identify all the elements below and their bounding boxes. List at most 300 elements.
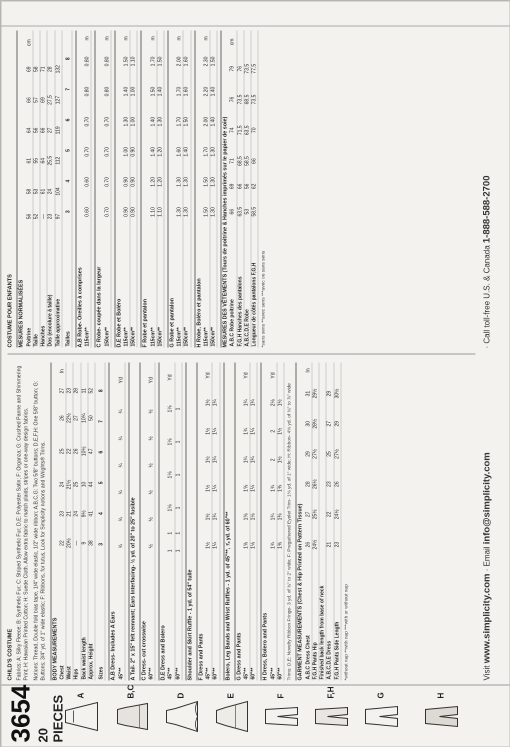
en-yardage-value: 1¾ [243, 388, 250, 417]
french-footnote: *sans sens **avec sens ***avec ou sans sens [261, 250, 267, 347]
fr-yardage-value [183, 30, 190, 46]
fr-body-value: 127 [54, 83, 61, 116]
fr-yardage-value: 1.40 [183, 136, 190, 166]
fr-yardage-value: 1.50 [150, 76, 157, 106]
en-yardage-value: 1 [174, 392, 181, 425]
fr-body-value: 66 [40, 116, 47, 144]
en-body-row [59, 362, 66, 680]
fr-yardage-value: 1.40 [123, 76, 130, 106]
en-sizes-pad [98, 362, 105, 375]
en-body-value: 9 [80, 526, 87, 559]
fr-yardage-value: 1.70 [150, 46, 157, 76]
fr-yardage-value: 1.70 [203, 136, 210, 166]
fr-garment-value: cm [229, 30, 236, 53]
fr-yardage-value: 0.90 [123, 166, 130, 196]
fr-size: 8 [65, 43, 72, 74]
fr-fabric-width: 115cm** [84, 227, 91, 347]
english-title: CHILD'S COSTUME [7, 628, 13, 680]
en-section-table [270, 362, 285, 680]
fr-body-value: 61 [40, 177, 47, 206]
fr-fabric-width: 115cm** [123, 227, 130, 347]
fr-body-value: 24 [47, 177, 54, 206]
en-section-title: A Tail- 2" x 15" felt remnant; Ears Interfacing- ½ yd. of 20" to 25" fusible [128, 362, 137, 680]
fr-yardage-value: 1.30 [210, 196, 217, 226]
footer-email-link[interactable]: info@simplicity.com [481, 451, 492, 544]
fr-section-row [130, 30, 137, 347]
en-body-value: 21 [66, 501, 73, 526]
yardage-sections [108, 362, 284, 680]
en-body-value: 25 [73, 467, 80, 500]
en-fabric-width: 45"** [205, 559, 212, 680]
fr-yardage-value: 1.70 [176, 106, 183, 136]
en-yardage-value: 1⅛ [167, 491, 174, 524]
en-section-row [212, 362, 219, 680]
en-fabric-width: 60"** [174, 559, 181, 680]
en-yardage-value: 1¾ [243, 445, 250, 474]
en-body-value: 24 [59, 467, 66, 500]
en-yardage-value: 1⅜ [276, 502, 283, 531]
fr-garment-value: 62 [251, 176, 258, 196]
en-yardage-value: 1⅜ [276, 474, 283, 503]
fr-yardage-value: 2.30 [203, 46, 210, 76]
notions-text: Notions: Thread, Double fold bias tape, 1/4" wide elastic, 1/2" wide ribbon; A,B,C,G: Two 5/8" buttons; D,E,F,H: One 5/8" button; G: Buttons; 3/4" yd. of 1" wide elastic; F: Ribbons, for tutus, Look for Simplicity notions and Wrights® Trims. [33, 380, 46, 680]
en-section-row [276, 362, 283, 680]
fr-garment-label: A,B,C,D,E Robe [243, 227, 250, 347]
thumb-label-fh: F,H [326, 686, 335, 698]
en-yardage-value: 1 [174, 542, 181, 560]
fr-yardage-value: m [104, 30, 111, 46]
fr-yardage-value: 1.00 [123, 136, 130, 166]
sizes-row [98, 362, 105, 680]
en-section-title: A,B Dress- Includes A Ears [108, 362, 117, 680]
fr-section-row [104, 30, 111, 347]
fr-yardage-value: m [203, 30, 210, 46]
en-fabric-width: 60"** [276, 559, 283, 680]
english-footnote: *without nap **with nap ***with or without nap [343, 583, 349, 680]
en-yardage-value: 2 [270, 445, 277, 474]
fr-yardage-value: 0.90 [130, 166, 137, 196]
fr-body-value: 112 [54, 144, 61, 177]
french-yardage-sections [75, 30, 217, 347]
fr-yardage-value: 1.30 [176, 166, 183, 196]
en-body-value: 44 [87, 467, 94, 500]
en-yardage-value: 1⅛ [250, 531, 257, 560]
en-size: 8 [98, 375, 105, 406]
fr-body-value: 23 [47, 205, 54, 226]
en-body-label: Hips [73, 559, 80, 680]
fr-yardage-value: 1.30 [183, 166, 190, 196]
en-body-value: 47 [87, 434, 94, 467]
fr-body-value: 58 [26, 177, 33, 206]
garment-measurements-table [305, 362, 341, 680]
footer-phone: 1-888-588-2700 [481, 175, 492, 243]
fr-garment-row [243, 30, 250, 347]
french-garment-table [229, 30, 258, 347]
fr-section-table [176, 30, 191, 347]
en-yardage-value: 1¾ [270, 531, 277, 560]
en-garment-value [319, 408, 326, 438]
en-section-row [148, 362, 155, 680]
en-body-value: 10½ [80, 434, 87, 467]
en-yardage-value: ½ [148, 398, 155, 425]
fr-body-value: 132 [54, 54, 61, 83]
en-body-value: 22½ [66, 401, 73, 434]
fr-body-value: 69 [26, 54, 33, 83]
en-garment-value: 26 [305, 529, 312, 559]
thumb-label-bc: B,C [126, 684, 135, 698]
en-section-row [250, 362, 257, 680]
fr-body-value: 66 [26, 83, 33, 116]
fr-body-value: 27,5 [47, 83, 54, 116]
fr-section-row [176, 30, 183, 347]
fr-garment-value: 69 [229, 176, 236, 196]
fr-yardage-value: 1.70 [176, 76, 183, 106]
fr-yardage-value: 1.30 [210, 136, 217, 166]
en-body-value: 21½ [66, 467, 73, 500]
fr-section-table [123, 30, 138, 347]
en-yardage-value: ¾ [118, 398, 125, 425]
fr-sizes-row [65, 30, 72, 347]
en-yardage-value: 1⅜ [276, 531, 283, 560]
en-yardage-value [212, 362, 219, 388]
french-body-table [26, 30, 62, 347]
fr-body-value: 55 [32, 144, 39, 177]
en-garment-value: 24½ [311, 529, 318, 559]
en-body-value: 26 [73, 434, 80, 467]
en-body-value: 38 [87, 526, 94, 559]
fr-body-value [40, 30, 47, 54]
en-garment-label: A,B,C,D,E Dress [326, 559, 333, 680]
fr-garment-value: 77,5 [251, 53, 258, 84]
en-body-value [87, 362, 94, 380]
fr-yardage-value: 1.00 [130, 76, 137, 106]
en-yardage-value: 1 [174, 491, 181, 524]
fr-section-row [84, 30, 91, 347]
en-section-row [118, 362, 125, 680]
footer-contact-right [481, 30, 505, 354]
french-garment-title: MESURES DES VÊTEMENTS (Tours de poitrine & Hanches imprimés sur le papier de soie) [220, 30, 229, 347]
fr-body-label: Taille [32, 227, 39, 347]
fr-yardage-value: m [123, 30, 130, 46]
en-yardage-value: 1⅛ [167, 392, 174, 425]
fr-yardage-value: 0.70 [84, 136, 91, 166]
en-garment-value: 29½ [311, 378, 318, 408]
en-section-table [243, 362, 258, 680]
fr-body-value: 56 [26, 205, 33, 226]
en-yardage-value: 1¾ [270, 502, 277, 531]
fr-yardage-value: 1.50 [123, 46, 130, 76]
en-yardage-value: 1¾ [270, 474, 277, 503]
en-section-title: H Dress, Bolero and Pants [260, 362, 269, 680]
en-garment-value [326, 362, 333, 378]
en-garment-label: Finished back length from base of neck [319, 559, 326, 680]
en-body-value: In [59, 362, 66, 380]
en-yardage-value: ¾ [118, 505, 125, 532]
en-yardage-value: Yd [270, 362, 277, 388]
fr-fabric-width: 115cm** [176, 227, 183, 347]
en-fabric-width: 45"** [167, 559, 174, 680]
fr-body-value: 71 [40, 54, 47, 83]
en-yardage-value: Yd [205, 362, 212, 388]
en-body-value: 25 [59, 434, 66, 467]
en-fabric-width: 45"** [118, 559, 125, 680]
pattern-number: 3654 [5, 684, 35, 742]
fr-body-value: 27 [47, 116, 54, 144]
fr-yardage-value: 2.00 [176, 46, 183, 76]
fr-body-row [54, 30, 61, 347]
fr-garment-row [229, 30, 236, 347]
fr-section-title: D,E Robe et Boléro [114, 30, 123, 347]
en-yardage-value: ¾ [118, 451, 125, 478]
en-body-value: 27 [73, 401, 80, 434]
fr-body-row [40, 30, 47, 347]
fr-yardage-value: 1.40 [210, 106, 217, 136]
en-garment-row [326, 362, 333, 680]
en-garment-value [311, 362, 318, 378]
fr-garment-value: 73,5 [251, 84, 258, 115]
en-yardage-value: ½ [148, 505, 155, 532]
fr-body-row [47, 30, 54, 347]
fr-yardage-value: 1.30 [156, 106, 163, 136]
fr-yardage-value: 1.20 [156, 166, 163, 196]
en-body-value: 24 [73, 501, 80, 526]
fr-yardage-value: 1.60 [176, 136, 183, 166]
en-garment-value: 29 [305, 438, 312, 468]
en-body-row [87, 362, 94, 680]
en-garment-value [319, 378, 326, 408]
fr-body-value: 61 [26, 144, 33, 177]
fr-garment-value: 58,5 [243, 145, 250, 176]
fr-yardage-value: 1.50 [203, 166, 210, 196]
en-yardage-value: 1⅝ [243, 531, 250, 560]
en-section-title: Bolero, Leg Bands and Wrist Ruffles - 1 yd. of 45"**, ⅞ yd. of 60"** [223, 362, 232, 680]
fr-fabric-width: 150cm** [130, 227, 137, 347]
fr-fabric-width: 150cm** [104, 227, 111, 347]
fr-body-value: — [40, 205, 47, 226]
en-section-title: Shoulder and Skirt Ruffle - 1 yd. of 54" tulle [185, 362, 194, 680]
en-yardage-value: 1¼ [212, 445, 219, 474]
en-garment-value: 26 [333, 469, 340, 499]
french-instructions [7, 30, 475, 354]
en-garment-row [305, 362, 312, 680]
fr-yardage-value: 1.30 [183, 196, 190, 226]
en-body-value: 23 [59, 501, 66, 526]
fabrics-text: Fabrics: A: Silky Fleece; B: Synthetic Fur; C: Striped Synthetic Fur; D,E: Polyester Satin; F: Organza; G: Crushed Panne and Shimmering Print; H: Hawaiian Printed Cotton; H: Suede Cloth. Allow extra fabric to match plaids, stripes or one-way design fabrics. [16, 365, 30, 680]
fr-yardage-value: 1.10 [130, 46, 137, 76]
fr-section-row [183, 30, 190, 347]
garment-measurements-title: GARMENT MEASUREMENTS (Chest & Hip Printed on Pattern Tissue) [295, 362, 304, 680]
en-garment-value: 30½ [333, 378, 340, 408]
fr-body-value: 52 [32, 205, 39, 226]
pants-thumbnail-f [261, 698, 301, 734]
fr-garment-row [236, 30, 243, 347]
fr-yardage-value: 1.40 [150, 136, 157, 166]
fr-body-value: 57 [32, 83, 39, 116]
en-yardage-value: 2 [270, 417, 277, 446]
fr-garment-value: 63,5 [243, 114, 250, 145]
fr-body-value [47, 30, 54, 54]
footer-contact-left [481, 362, 505, 680]
fr-section-row [156, 30, 163, 347]
fr-yardage-value: 0.80 [104, 46, 111, 76]
fr-fabric-width: 115cm** [150, 227, 157, 347]
en-yardage-value: 1 [174, 524, 181, 542]
en-garment-value: 25½ [311, 499, 318, 529]
fr-garment-value: 56 [243, 176, 250, 196]
fr-section-table [203, 30, 218, 347]
fr-garment-value: 73,5 [236, 84, 243, 115]
en-yardage-value: 1¼ [250, 417, 257, 446]
en-section-row [205, 362, 212, 680]
fr-body-row [26, 30, 33, 347]
en-body-label: Approx. Height [87, 559, 94, 680]
en-body-value: 10 [80, 467, 87, 500]
footer-visit-prefix: Visit [482, 662, 491, 680]
fr-garment-label: A,B,C Robe poitrine [229, 227, 236, 347]
en-fabric-width: 60"** [148, 559, 155, 680]
fr-yardage-value: 0.90 [123, 196, 130, 226]
fr-size: 5 [65, 135, 72, 166]
fr-yardage-value: 1.40 [150, 106, 157, 136]
en-yardage-value [276, 362, 283, 388]
fr-body-label: Poitrine [26, 227, 33, 347]
en-yardage-value: 1¼ [212, 417, 219, 446]
en-garment-value: 24½ [333, 499, 340, 529]
french-sizes-row [65, 30, 72, 347]
en-fabric-width: 45"** [243, 559, 250, 680]
en-yardage-value: 1 [174, 458, 181, 491]
fr-garment-value: 76 [229, 84, 236, 115]
fr-yardage-value: 1.00 [130, 106, 137, 136]
fr-body-label: Dos (encolure à taille) [47, 227, 54, 347]
fr-garment-value: 53 [243, 196, 250, 227]
thumb-label-e: E [226, 692, 235, 698]
fr-yardage-value: 1.10 [150, 196, 157, 226]
en-yardage-value: 1⅛ [167, 425, 174, 458]
en-body-value: 20½ [66, 526, 73, 559]
en-fabric-width: 45"** [270, 559, 277, 680]
en-garment-label: F,G,H Pants Side Length [333, 559, 340, 680]
fr-yardage-value: 1.10 [156, 196, 163, 226]
fr-body-value [32, 30, 39, 54]
en-garment-value: 30 [305, 408, 312, 438]
en-body-value: — [73, 526, 80, 559]
en-body-label: Waist [66, 559, 73, 680]
fr-section-row [210, 30, 217, 347]
fr-garment-value: 66 [251, 145, 258, 176]
pants-thumbnail-h [421, 698, 461, 734]
en-yardage-value [250, 362, 257, 388]
en-garment-value: 23 [326, 469, 333, 499]
en-garment-value: 29 [326, 378, 333, 408]
fr-size: 4 [65, 165, 72, 196]
en-yardage-value: ¾ [118, 532, 125, 559]
en-yardage-value [174, 362, 181, 392]
fr-garment-value: 74 [229, 114, 236, 145]
fr-body-value: cm [26, 30, 33, 54]
fr-body-row [32, 30, 39, 347]
en-body-value: 9½ [80, 501, 87, 526]
en-garment-row [319, 362, 326, 680]
fr-body-value: 53 [32, 177, 39, 206]
pants-thumbnail-fh [311, 698, 351, 734]
fr-garment-row [251, 30, 258, 347]
en-yardage-value: 1¼ [212, 502, 219, 531]
en-yardage-value: 1½ [205, 417, 212, 446]
fr-yardage-value: m [176, 30, 183, 46]
en-yardage-value: 1¼ [250, 388, 257, 417]
footer-website-link[interactable]: www.simplicity.com [481, 573, 492, 663]
en-yardage-value: ½ [148, 451, 155, 478]
fr-yardage-value: 1.20 [150, 166, 157, 196]
french-body-title: MESURES NORMALISÉES [16, 30, 25, 347]
fr-yardage-value: m [84, 30, 91, 46]
thumb-label-a: A [76, 692, 85, 698]
en-body-value: 28 [73, 380, 80, 401]
en-garment-value [319, 438, 326, 468]
fr-section-title: G Robe et pantalon [167, 30, 176, 347]
fr-section-title: F Robe et pantalon [140, 30, 149, 347]
fr-garment-value: 66 [229, 196, 236, 227]
fr-body-value: 28 [47, 54, 54, 83]
fr-body-value: 64 [40, 144, 47, 177]
dress-thumbnail-a [61, 698, 101, 734]
fr-yardage-value: 1.60 [183, 76, 190, 106]
en-yardage-value: 1½ [276, 388, 283, 417]
en-yardage-value: 1 [174, 425, 181, 458]
fr-yardage-value: 1.40 [156, 76, 163, 106]
en-yardage-value: 1 [167, 524, 174, 542]
fr-yardage-value: 0.80 [84, 76, 91, 106]
fr-garment-value: 66 [236, 176, 243, 196]
en-section-table [118, 362, 125, 680]
fr-yardage-value: 1.50 [203, 196, 210, 226]
fr-sizes-label: Tailles [65, 227, 72, 347]
fr-garment-value [236, 30, 243, 53]
en-garment-value [319, 529, 326, 559]
en-section-table [167, 362, 182, 680]
en-body-value: 50 [87, 401, 94, 434]
en-size: 6 [98, 436, 105, 467]
en-garment-value: In [305, 362, 312, 378]
fr-body-value: 119 [54, 116, 61, 144]
en-yardage-value: ½ [148, 532, 155, 559]
en-section-row [174, 362, 181, 680]
dress-thumbnail-d [161, 698, 201, 734]
en-garment-value [319, 362, 326, 378]
fr-fabric-width: 150cm** [156, 227, 163, 347]
fr-section-row [203, 30, 210, 347]
fr-size: 6 [65, 104, 72, 135]
fr-yardage-value: 2.20 [203, 76, 210, 106]
fr-garment-value [251, 30, 258, 53]
fr-garment-value: 79 [229, 53, 236, 84]
fr-garment-label: Longueur de côtés pantalons F,G,H [251, 227, 258, 347]
en-size: 3 [98, 528, 105, 559]
fr-garment-value [243, 30, 250, 53]
fr-section-row [150, 30, 157, 347]
en-yardage-value: 1½ [205, 502, 212, 531]
pattern-id-strip [1, 684, 510, 746]
en-body-value: 27 [59, 380, 66, 401]
body-measurements-table [59, 362, 95, 680]
en-garment-label: A,B,C Dress Chest [305, 559, 312, 680]
en-size: 4 [98, 498, 105, 529]
pants-thumbnail-g [361, 698, 401, 734]
en-yardage-value: Yd [243, 362, 250, 388]
en-garment-value: 31 [305, 378, 312, 408]
en-fabric-width: 60"** [250, 559, 257, 680]
